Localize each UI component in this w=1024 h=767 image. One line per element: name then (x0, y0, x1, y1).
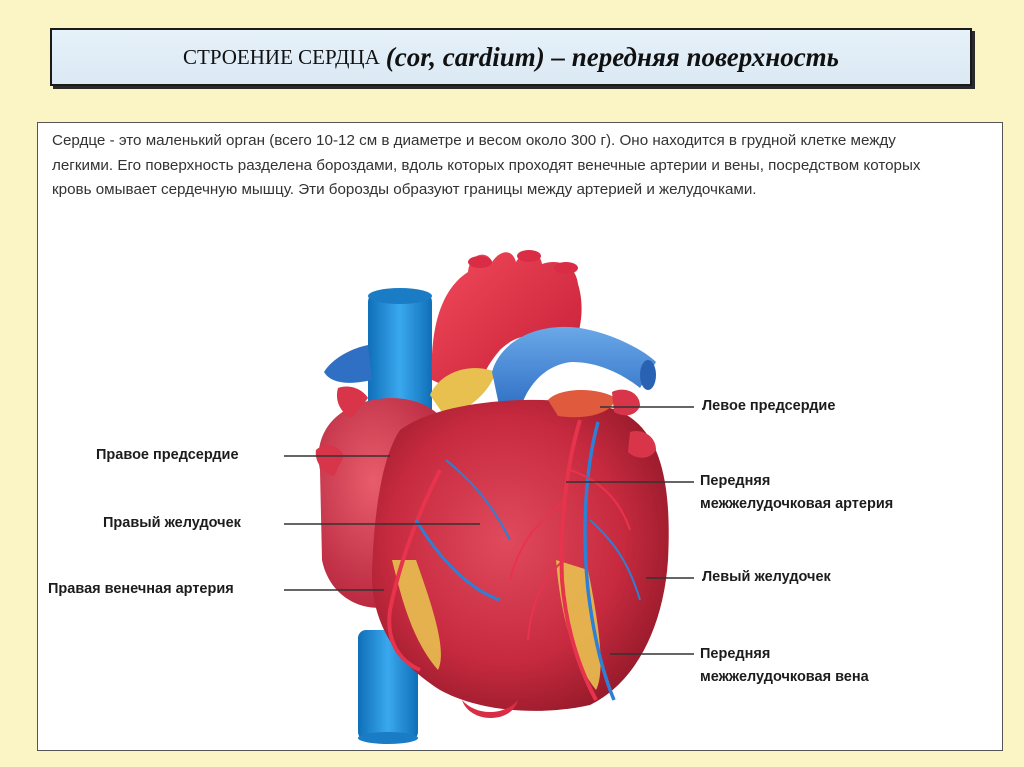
label-aiv-line2: межжелудочковая вена (700, 669, 869, 685)
label-aia-line2: межжелудочковая артерия (700, 496, 894, 512)
label-aia-line1: Передняя (700, 473, 771, 489)
label-right-coronary-artery: Правая венечная артерия (48, 581, 234, 597)
pulmonary-vessel-left (324, 345, 372, 383)
label-aiv-line1: Передняя (700, 646, 771, 662)
label-anterior-interventricular-vein (700, 643, 869, 689)
intro-text: Сердце - это маленький орган (всего 10-12 см в диаметре и весом около 300 г). Оно находится в грудной клетке между легкими. Его поверхность разделена бороздами, вдоль которых проходят венечные артерии и вены, посредством которых кровь омывает сердечную мышцу. Эти борозды образуют границы между артерией и желудочками. (52, 132, 921, 198)
label-right-ventricle: Правый желудочек (103, 515, 241, 531)
label-right-atrium: Правое предсердие (96, 447, 239, 463)
label-left-atrium: Левое предсердие (702, 398, 836, 414)
label-left-ventricle: Левый желудочек (702, 569, 831, 585)
title-italic: (cor, cardium) – передняя поверхность (385, 41, 840, 72)
title-plain: СТРОЕНИЕ СЕРДЦА (182, 44, 380, 69)
label-anterior-interventricular-artery (700, 470, 893, 516)
ventricles (372, 400, 669, 711)
